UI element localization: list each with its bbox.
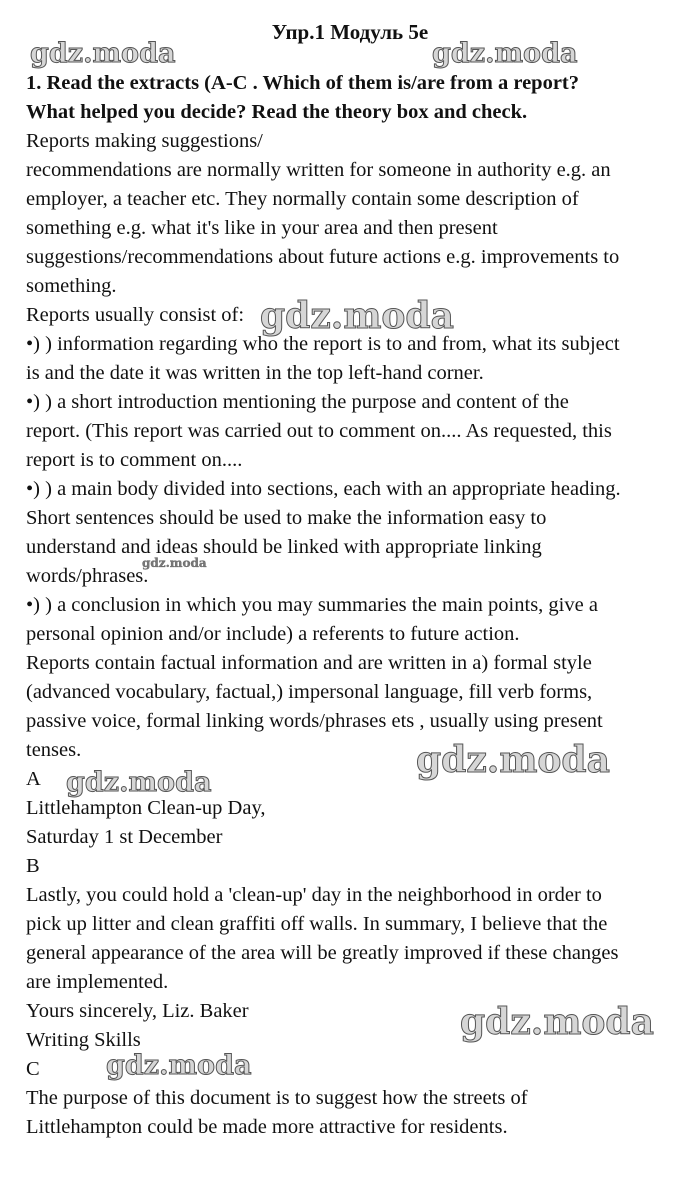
text-line: tenses. bbox=[26, 739, 82, 761]
watermark: gdz.moda bbox=[30, 38, 176, 69]
bullet-line: •) ) a conclusion in which you may summaries the main points, give a bbox=[26, 594, 598, 616]
bullet-line: •) ) a short introduction mentioning the purpose and content of the bbox=[26, 391, 569, 413]
text-line: pick up litter and clean graffiti off walls. In summary, I believe that the bbox=[26, 913, 608, 935]
watermark: gdz.moda bbox=[106, 1050, 252, 1081]
text-line: something. bbox=[26, 275, 117, 297]
text-line: employer, a teacher etc. They normally contain some description of bbox=[26, 188, 579, 210]
extract-label-c: C bbox=[26, 1058, 40, 1080]
extract-label-a: A bbox=[26, 768, 41, 790]
text-line: (advanced vocabulary, factual,) impersonal language, fill verb forms, bbox=[26, 681, 593, 703]
text-line: suggestions/recommendations about future actions e.g. improvements to bbox=[26, 246, 620, 268]
extract-label-b: B bbox=[26, 855, 40, 877]
text-line: are implemented. bbox=[26, 971, 169, 993]
text-line: Reports usually consist of: bbox=[26, 304, 245, 326]
task-heading-line-2: What helped you decide? Read the theory box and check. bbox=[26, 101, 528, 123]
page-title: Упр.1 Модуль 5е bbox=[271, 20, 429, 44]
text-line: Lastly, you could hold a 'clean-up' day in the neighborhood in order to bbox=[26, 884, 602, 906]
text-line: Short sentences should be used to make the information easy to bbox=[26, 507, 547, 529]
watermark: gdz.moda bbox=[260, 295, 454, 337]
watermark: gdz.moda bbox=[66, 767, 212, 798]
text-line: Writing Skills bbox=[26, 1029, 141, 1051]
text-line: something e.g. what it's like in your area and then present bbox=[26, 217, 498, 239]
text-line: is and the date it was written in the top left-hand corner. bbox=[26, 362, 484, 384]
document-body bbox=[26, 69, 676, 1142]
text-line: Littlehampton Clean-up Day, bbox=[26, 797, 266, 819]
bullet-line: •) ) information regarding who the report is to and from, what its subject bbox=[26, 333, 620, 355]
text-line: recommendations are normally written for someone in authority e.g. an bbox=[26, 159, 611, 181]
text-line: understand and ideas should be linked with appropriate linking bbox=[26, 536, 542, 558]
text-line: Saturday 1 st December bbox=[26, 826, 223, 848]
text-line: report. (This report was carried out to comment on.... As requested, this bbox=[26, 420, 612, 442]
text-line: report is to comment on.... bbox=[26, 449, 243, 471]
watermark: gdz.moda bbox=[416, 739, 610, 781]
text-line: The purpose of this document is to suggest how the streets of bbox=[26, 1087, 528, 1109]
watermark: gdz.moda bbox=[142, 556, 207, 570]
bullet-line: •) ) a main body divided into sections, each with an appropriate heading. bbox=[26, 478, 621, 500]
text-line: Littlehampton could be made more attractive for residents. bbox=[26, 1116, 508, 1138]
text-line: Reports contain factual information and are written in a) formal style bbox=[26, 652, 592, 674]
text-line: Yours sincerely, Liz. Baker bbox=[26, 1000, 249, 1022]
watermark: gdz.moda bbox=[460, 1001, 654, 1043]
watermark: gdz.moda bbox=[432, 38, 578, 69]
text-line: personal opinion and/or include) a referents to future action. bbox=[26, 623, 520, 645]
text-line: passive voice, formal linking words/phrases ets , usually using present bbox=[26, 710, 603, 732]
text-line: general appearance of the area will be greatly improved if these changes bbox=[26, 942, 619, 964]
text-line: words/phrases. bbox=[26, 565, 149, 587]
text-line: Reports making suggestions/ bbox=[26, 130, 263, 152]
task-heading-line-1: 1. Read the extracts (A-C . Which of them is/are from a report? bbox=[26, 72, 580, 94]
